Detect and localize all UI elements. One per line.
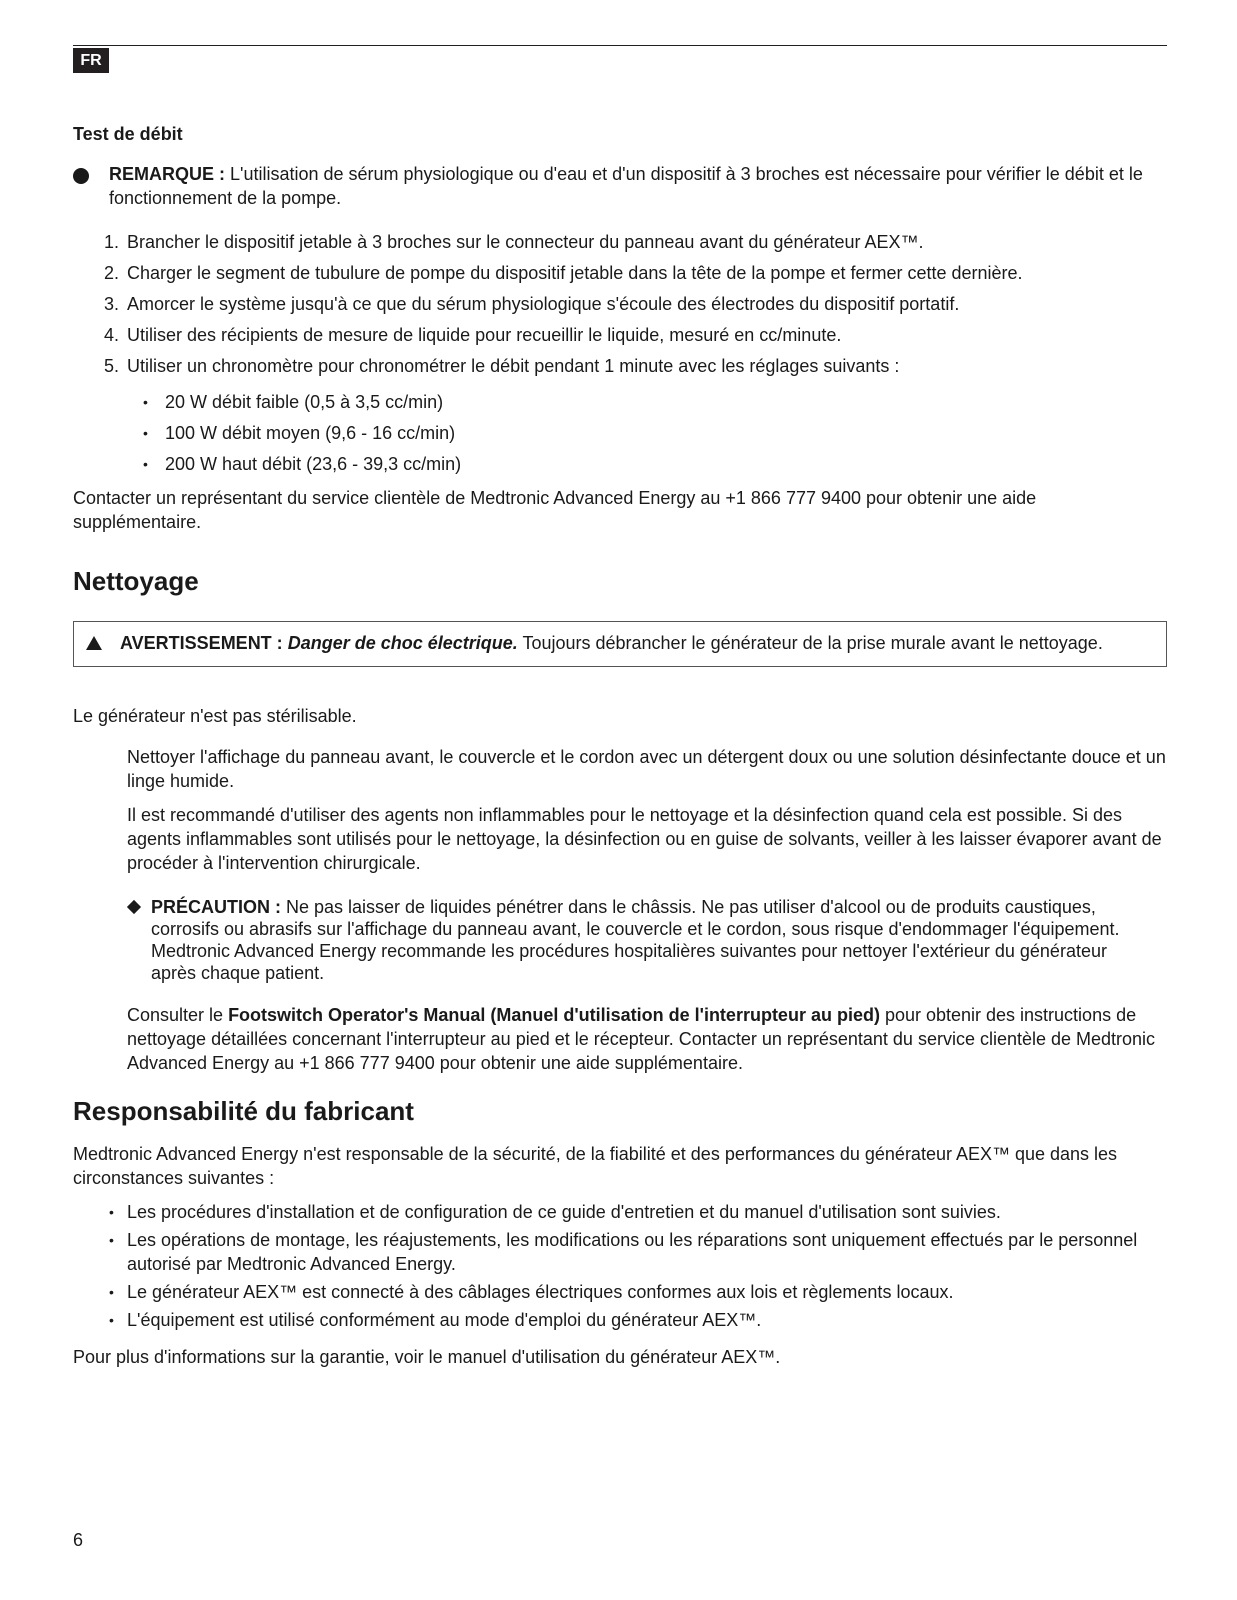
liability-conditions <box>73 1200 1167 1336</box>
page-number: 6 <box>73 1530 84 1550</box>
list-item <box>73 230 1167 261</box>
list-item: • Les opérations de montage, les réajustements, les modifications ou les réparations sont uniquement effectués par le personnel autorisé par Medtronic Advanced Energy. <box>73 1228 1167 1276</box>
note-text: L'utilisation de sérum physiologique ou d'eau et d'un dispositif à 3 broches est nécessaire pour vérifier le débit et le fonctionnement de la pompe. <box>109 164 1143 208</box>
list-item: • L'équipement est utilisé conformément au mode d'emploi du générateur AEX™. <box>73 1308 1167 1332</box>
contact-paragraph: Contacter un représentant du service clientèle de Medtronic Advanced Energy au +1 866 777 9400 pour obtenir une aide supplémentaire. <box>73 488 1037 532</box>
step-text: Utiliser des récipients de mesure de liquide pour recueillir le liquide, mesuré en cc/minute. <box>127 325 842 345</box>
list-item: • Les procédures d'installation et de configuration de ce guide d'entretien et du manuel d'utilisation sont suivies. <box>73 1200 1167 1224</box>
step-number: 4. <box>103 325 119 345</box>
list-item <box>73 292 1167 323</box>
section-title-flow-test: Test de débit <box>73 124 183 144</box>
list-item <box>73 354 1167 385</box>
list-item <box>73 323 1167 354</box>
language-badge: FR <box>73 48 109 73</box>
step-text: Amorcer le système jusqu'à ce que du sérum physiologique s'écoule des électrodes du dispositif portatif. <box>127 294 960 314</box>
flow-test-steps <box>73 230 1167 385</box>
list-item: • 20 W débit faible (0,5 à 3,5 cc/min) <box>73 390 1073 421</box>
header-rule <box>73 45 1167 46</box>
step-number: 2. <box>103 263 119 283</box>
section-title-cleaning: Nettoyage <box>73 566 199 596</box>
caution-label: PRÉCAUTION : <box>151 897 281 917</box>
note-remarque <box>73 162 1167 210</box>
warning-box <box>73 621 1167 667</box>
caution-note <box>127 896 1147 984</box>
caution-diamond-icon <box>127 900 141 914</box>
step-text: Brancher le dispositif jetable à 3 broches sur le connecteur du panneau avant du générateur AEX™. <box>127 232 924 252</box>
step-text: Utiliser un chronomètre pour chronométrer le débit pendant 1 minute avec les réglages suivants : <box>127 356 900 376</box>
caution-text: Ne pas laisser de liquides pénétrer dans le châssis. Ne pas utiliser d'alcool ou de produits caustiques, corrosifs ou abrasifs sur l'affichage du panneau avant, le couvercle et le cordon, sous risque d'endommager l'équipement. Medtronic Advanced Energy recommande les procédures hospitalières suivantes pour nettoyer l'extérieur du générateur après chaque patient. <box>151 897 1120 983</box>
warning-text: Toujours débrancher le générateur de la prise murale avant le nettoyage. <box>517 633 1103 653</box>
warning-emphasis: Danger de choc électrique. <box>287 633 518 653</box>
consult-text: Consulter le <box>127 1005 229 1025</box>
step-number: 5. <box>103 356 119 376</box>
warning-triangle-icon <box>86 636 102 650</box>
list-item <box>73 261 1167 292</box>
step-text: Charger le segment de tubulure de pompe du dispositif jetable dans la tête de la pompe et fermer cette dernière. <box>127 263 1023 283</box>
cleaning-paragraph-2: Il est recommandé d'utiliser des agents non inflammables pour le nettoyage et la désinfection quand cela est possible. Si des agents inflammables sont utilisés pour le nettoyage, la désinfection ou en guise de solvants, veiller à les laisser évaporer avant de procéder à l'intervention chirurgicale. <box>127 805 1162 873</box>
consult-text: pour obtenir des instructions de nettoyage détaillées concernant l'interrupteur au pied et le récepteur. Contacter un représentant du service clientèle de Medtronic Advanced Energy au +1 866 777 9400 pour obtenir une aide supplémentaire. <box>127 1005 1156 1073</box>
cleaning-paragraph-1: Nettoyer l'affichage du panneau avant, le couvercle et le cordon avec un détergent doux ou une solution désinfectante douce et un linge humide. <box>127 747 1166 791</box>
step-number: 1. <box>103 232 119 252</box>
list-item: • Le générateur AEX™ est connecté à des câblages électriques conformes aux lois et règlements locaux. <box>73 1280 1167 1304</box>
warning-label: AVERTISSEMENT : <box>120 633 283 653</box>
section-title-liability: Responsabilité du fabricant <box>73 1096 414 1126</box>
warranty-text: Pour plus d'informations sur la garantie, voir le manuel d'utilisation du générateur AEX™. <box>73 1347 781 1367</box>
step-number: 3. <box>103 294 119 314</box>
power-settings-list <box>73 390 1073 483</box>
not-sterile-text: Le générateur n'est pas stérilisable. <box>73 706 357 726</box>
liability-intro: Medtronic Advanced Energy n'est responsable de la sécurité, de la fiabilité et des performances du générateur AEX™ que dans les circonstances suivantes : <box>73 1144 1118 1188</box>
manual-title: Footswitch Operator's Manual (Manuel d'utilisation de l'interrupteur au pied) <box>228 1005 880 1025</box>
list-item: • 200 W haut débit (23,6 - 39,3 cc/min) <box>73 452 1073 483</box>
consult-paragraph <box>127 1003 1167 1075</box>
note-label: REMARQUE : <box>109 164 225 184</box>
bullet-circle-icon <box>73 168 89 184</box>
list-item: • 100 W débit moyen (9,6 - 16 cc/min) <box>73 421 1073 452</box>
